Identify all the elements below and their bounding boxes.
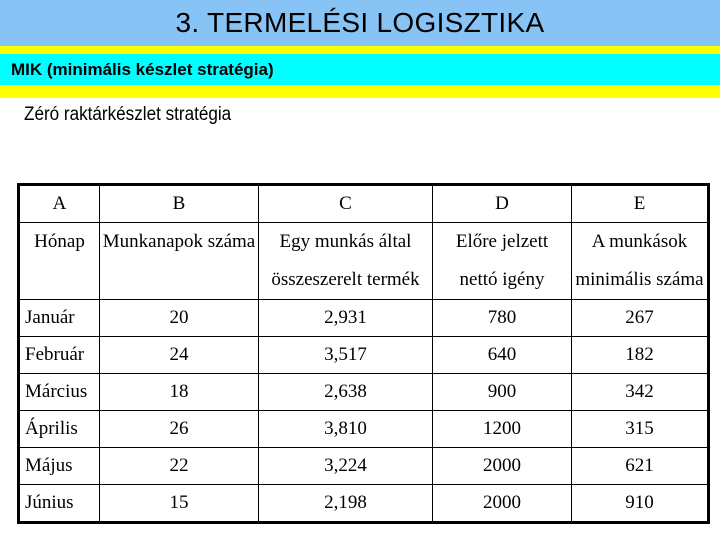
products-cell: 3,224 xyxy=(259,448,433,485)
column-header-month xyxy=(19,223,100,300)
column-letter-row xyxy=(19,185,709,223)
products-cell: 2,198 xyxy=(259,485,433,523)
header-line: Munkanapok száma xyxy=(102,231,256,252)
header-line: Előre jelzett xyxy=(455,231,549,252)
column-letter: D xyxy=(433,185,572,223)
column-header-min-workers xyxy=(572,223,709,300)
workdays-cell: 22 xyxy=(100,448,259,485)
header-line: minimális száma xyxy=(575,269,704,290)
subtitle-bar xyxy=(0,54,720,85)
column-letter: C xyxy=(259,185,433,223)
table-row xyxy=(19,337,709,374)
products-cell: 2,638 xyxy=(259,374,433,411)
workdays-cell: 18 xyxy=(100,374,259,411)
column-header-workdays xyxy=(100,223,259,300)
month-cell: Május xyxy=(19,448,100,485)
month-cell: Január xyxy=(19,300,100,337)
products-cell: 3,810 xyxy=(259,411,433,448)
column-letter: B xyxy=(100,185,259,223)
workers-cell: 621 xyxy=(572,448,709,485)
column-header-row xyxy=(19,223,709,300)
page-title: 3. TERMELÉSI LOGISZTIKA xyxy=(175,7,545,38)
demand-cell: 900 xyxy=(433,374,572,411)
products-cell: 3,517 xyxy=(259,337,433,374)
header-line: Hónap xyxy=(34,231,85,252)
workdays-cell: 15 xyxy=(100,485,259,523)
workdays-cell: 24 xyxy=(100,337,259,374)
yellow-divider-top xyxy=(0,46,720,54)
workers-cell: 315 xyxy=(572,411,709,448)
month-cell: Június xyxy=(19,485,100,523)
header-line: összeszerelt termék xyxy=(271,269,420,290)
workdays-cell: 20 xyxy=(100,300,259,337)
column-header-products-per-worker xyxy=(259,223,433,300)
workers-cell: 342 xyxy=(572,374,709,411)
products-cell: 2,931 xyxy=(259,300,433,337)
header-line: A munkások xyxy=(591,231,688,252)
workers-cell: 267 xyxy=(572,300,709,337)
section-title: Zéró raktárkészlet stratégia xyxy=(24,104,232,125)
workers-cell: 910 xyxy=(572,485,709,523)
workers-cell: 182 xyxy=(572,337,709,374)
table-row xyxy=(19,300,709,337)
demand-cell: 1200 xyxy=(433,411,572,448)
header-line: nettó igény xyxy=(459,269,545,290)
month-cell: Március xyxy=(19,374,100,411)
page-subtitle: MIK (minimális készlet stratégia) xyxy=(11,59,274,79)
title-bar xyxy=(0,0,720,46)
table-row xyxy=(19,374,709,411)
month-cell: Február xyxy=(19,337,100,374)
yellow-divider-bottom xyxy=(0,85,720,98)
demand-cell: 640 xyxy=(433,337,572,374)
column-letter: A xyxy=(19,185,100,223)
table-row xyxy=(19,411,709,448)
demand-cell: 2000 xyxy=(433,448,572,485)
demand-cell: 780 xyxy=(433,300,572,337)
demand-cell: 2000 xyxy=(433,485,572,523)
table-row xyxy=(19,485,709,523)
header-line: Egy munkás által xyxy=(279,231,412,252)
table-row xyxy=(19,448,709,485)
workdays-cell: 26 xyxy=(100,411,259,448)
column-letter: E xyxy=(572,185,709,223)
column-header-net-demand xyxy=(433,223,572,300)
month-cell: Április xyxy=(19,411,100,448)
data-table xyxy=(17,183,710,524)
